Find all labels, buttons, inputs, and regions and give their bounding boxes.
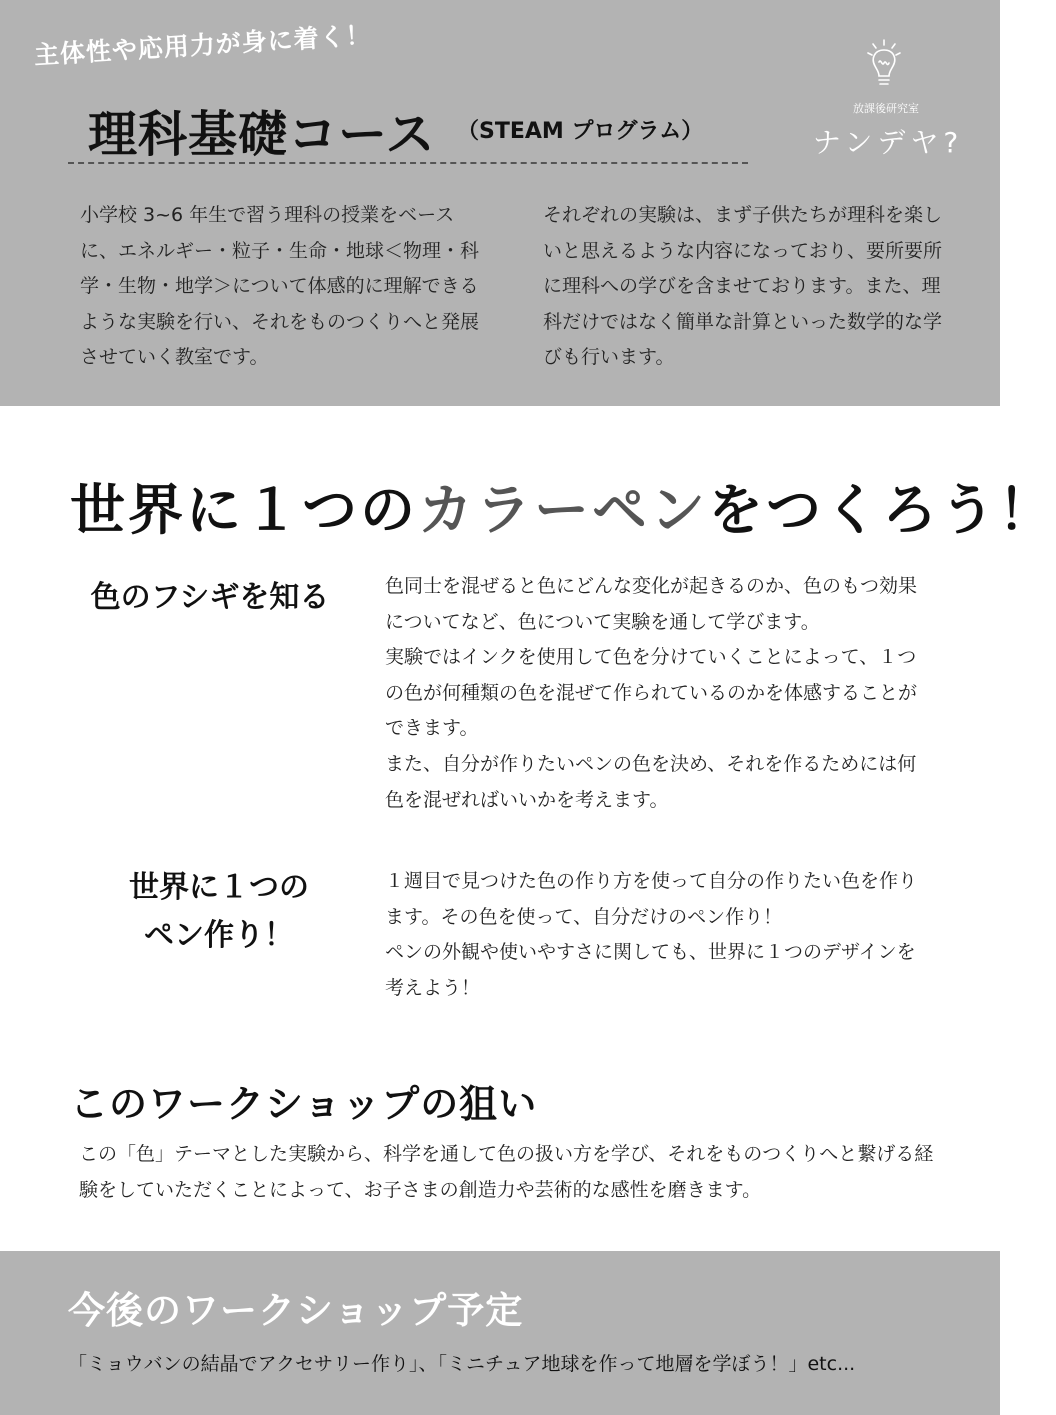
intro-right-text: それぞれの実験は、まず子供たちが理科を楽しいと思えるような内容になっており、要所要所に理科への学びを含ませております。また、理科だけではなく簡単な計算といった数学的な学びも行います。 xyxy=(543,204,943,369)
section-2-paragraph: ペンの外観や使いやすさに関しても、世界に１つのデザインを考えよう！ xyxy=(385,941,916,999)
section-2-body xyxy=(385,864,933,1006)
section-1-paragraph: 色同士を混ぜると色にどんな変化が起きるのか、色のもつ効果についてなど、色について実験を通して学びます。 xyxy=(385,575,918,633)
section-1-body xyxy=(385,569,933,818)
intro-left-text: 小学校 3~6 年生で習う理科の授業をベースに、エネルギー・粒子・生命・地球＜物理・科学・生物・地学＞について体感的に理解できるような実験を行い、それをものつくりへと発展させていく教室です。 xyxy=(80,204,480,369)
section-2-paragraph: １週目で見つけた色の作り方を使って自分の作りたい色を作ります。その色を使って、自分だけのペン作り！ xyxy=(385,870,918,928)
aim-body: この「色」テーマとした実験から、科学を通して色の扱い方を学び、それをものつくりへと繋げる経験をしていただくことによって、お子さまの創造力や芸術的な感性を磨きます。 xyxy=(79,1143,934,1201)
section-2-title xyxy=(60,864,378,960)
section-1-paragraph: 実験ではインクを使用して色を分けていくことによって、１つの色が何種類の色を混ぜて作られているのかを体感することができます。 xyxy=(385,646,918,740)
footer-body: 「ミョウバンの結晶でアクセサリー作り」、「ミニチュア地球を作って地層を学ぼう！」etc... xyxy=(68,1353,856,1375)
logo-wordmark: ナンデヤ? xyxy=(812,126,964,159)
logo-subtitle: 放課後研究室 xyxy=(853,102,919,115)
aim-title: このワークショップの狙い xyxy=(70,1082,538,1126)
course-subtitle: （STEAM プログラム） xyxy=(457,119,704,144)
section-1-title xyxy=(60,574,360,622)
main-headline xyxy=(70,466,1056,545)
section-1-paragraph: また、自分が作りたいペンの色を決め、それを作るためには何色を混ぜればいいかを考えます。 xyxy=(385,752,917,811)
headline-part-1: 世界に１つの xyxy=(70,478,419,542)
section-1-title-line: 色のフシギを知る xyxy=(90,580,330,615)
course-title: 理科基礎コース xyxy=(88,106,436,163)
lightbulb-icon xyxy=(864,38,904,90)
footer-title: 今後のワークショップ予定 xyxy=(68,1289,524,1332)
section-2-title-line: 世界に１つの xyxy=(129,870,309,905)
headline-highlight: カラーペン xyxy=(418,478,709,542)
headline-part-2: をつくろう！ xyxy=(708,478,1056,542)
tagline: 主体性や応用力が身に着く！ xyxy=(33,20,373,70)
section-2-title-line: ペン作り！ xyxy=(144,918,294,953)
title-divider xyxy=(68,162,748,164)
